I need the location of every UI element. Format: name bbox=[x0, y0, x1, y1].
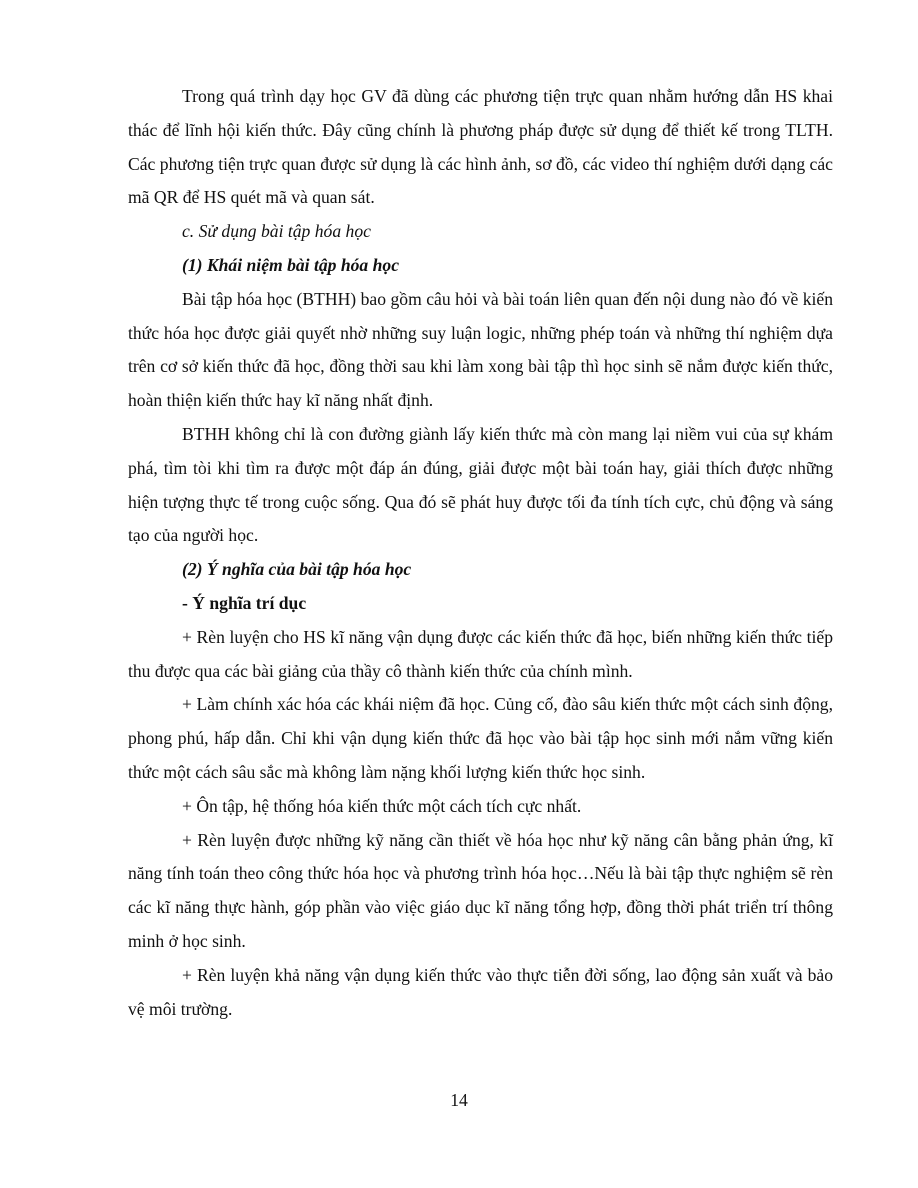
list-item-review: + Ôn tập, hệ thống hóa kiến thức một cách tích cực nhất. bbox=[182, 795, 582, 816]
list-item-apply-knowledge: + Rèn luyện cho HS kĩ năng vận dụng được các kiến thức đã học, biến những kiến thức tiếp thu được qua các bài giảng của thầy cô thành kiến thức của chính mình. bbox=[128, 626, 833, 681]
subheading-exercise-meaning: (2) Ý nghĩa của bài tập hóa học bbox=[182, 559, 412, 580]
page-body bbox=[128, 80, 833, 1026]
subheading-exercise-concept: (1) Khái niệm bài tập hóa học bbox=[182, 254, 400, 275]
subheading-intellectual-meaning: - Ý nghĩa trí dục bbox=[182, 592, 307, 613]
list-item-clarify-concepts: + Làm chính xác hóa các khái niệm đã học. Củng cố, đào sâu kiến thức một cách sinh động, phong phú, hấp dẫn. Chỉ khi vận dụng kiến thức đã học vào bài tập học sinh mới nắm vững kiến thức một cách sâu sắc mà không làm nặng khối lượng kiến thức học sinh. bbox=[128, 694, 833, 782]
paragraph-bthh-benefits: BTHH không chỉ là con đường giành lấy kiến thức mà còn mang lại niềm vui của sự khám phá, tìm tòi khi tìm ra được một đáp án đúng, giải được một bài toán hay, giải thích được những hiện tượng thực tế trong cuộc sống. Qua đó sẽ phát huy được tối đa tính tích cực, chủ động và sáng tạo của người học. bbox=[128, 423, 833, 546]
paragraph-bthh-definition: Bài tập hóa học (BTHH) bao gồm câu hỏi và bài toán liên quan đến nội dung nào đó về kiến thức hóa học được giải quyết nhờ những suy luận logic, những phép toán và những thí nghiệm dựa trên cơ sở kiến thức đã học, đồng thời sau khi làm xong bài tập thì học sinh sẽ nắm được kiến thức, hoàn thiện kiến thức hay kĩ năng nhất định. bbox=[128, 288, 833, 411]
page-number: 14 bbox=[450, 1090, 468, 1110]
list-item-skills: + Rèn luyện được những kỹ năng cần thiết về hóa học như kỹ năng cân bằng phản ứng, kĩ năng tính toán theo công thức hóa học và phương trình hóa học…Nếu là bài tập thực nghiệm sẽ rèn các kĩ năng thực hành, góp phần vào việc giáo dục kĩ năng tổng hợp, đồng thời phát triển trí thông minh ở học sinh. bbox=[128, 829, 833, 951]
list-item-practical-application: + Rèn luyện khả năng vận dụng kiến thức vào thực tiễn đời sống, lao động sản xuất và bảo vệ môi trường. bbox=[128, 964, 833, 1019]
paragraph-visual-aids: Trong quá trình dạy học GV đã dùng các phương tiện trực quan nhằm hướng dẫn HS khai thác để lĩnh hội kiến thức. Đây cũng chính là phương pháp được sử dụng để thiết kế trong TLTH. Các phương tiện trực quan được sử dụng là các hình ảnh, sơ đồ, các video thí nghiệm dưới dạng các mã QR để HS quét mã và quan sát. bbox=[128, 86, 833, 208]
section-heading-chemistry-exercises: c. Sử dụng bài tập hóa học bbox=[182, 221, 371, 242]
